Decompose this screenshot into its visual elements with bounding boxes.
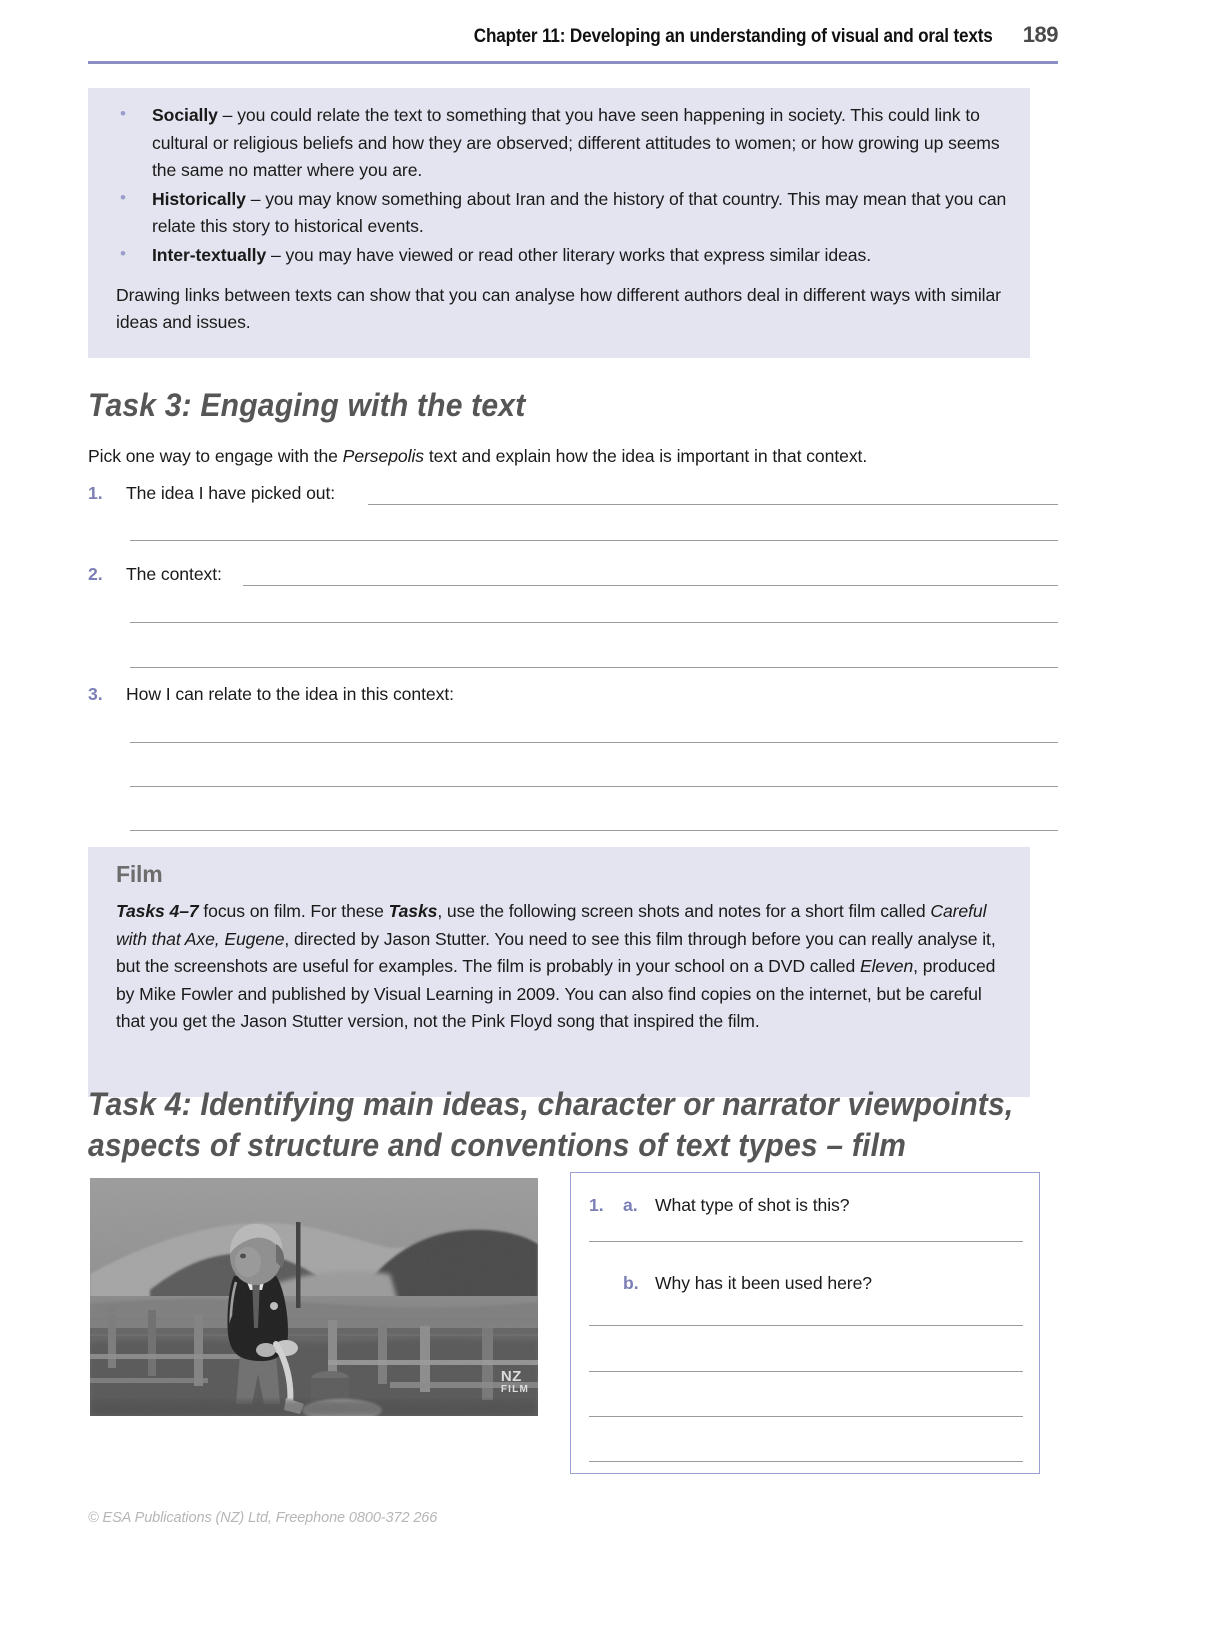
- film-seg4: , use the following screen shots and notes for a short film called: [437, 901, 931, 921]
- film-callout-box: [88, 847, 1030, 1097]
- task3-item-3-number: 3.: [88, 684, 103, 704]
- answer-line[interactable]: [589, 1371, 1023, 1372]
- answer-line[interactable]: [130, 622, 1058, 623]
- engagement-closing-paragraph: Drawing links between texts can show that you can analyse how different authors deal in different ways with similar ideas and issues.: [116, 284, 1001, 333]
- task4-heading-line1: Task 4: Identifying main ideas, character or narrator viewpoints,: [88, 1086, 1014, 1122]
- bullet-text: you may know something about Iran and the history of that country. This may mean that you can relate this story to historical events.: [152, 188, 1007, 237]
- page-number: 189: [1022, 22, 1058, 47]
- answer-line[interactable]: [243, 585, 1058, 586]
- task3-intro: [88, 443, 1048, 469]
- answer-line[interactable]: [368, 504, 1058, 505]
- film-still-image: [90, 1178, 538, 1416]
- task3-intro-part1: Pick one way to engage with the: [88, 446, 343, 466]
- nz-film-watermark-line2: FILM: [500, 1383, 529, 1395]
- header-divider: [88, 61, 1058, 64]
- film-title: Careful with that Axe, Eugene: [116, 901, 987, 949]
- bullet-text: you may have viewed or read other literary works that express similar ideas.: [285, 245, 872, 266]
- copyright-footer: © ESA Publications (NZ) Ltd, Freephone 0800-372 266: [88, 1510, 438, 1526]
- answer-line[interactable]: [130, 540, 1058, 541]
- task3-item-2-number: 2.: [88, 564, 103, 584]
- list-item: [102, 186, 1008, 241]
- nz-film-watermark: [501, 1370, 529, 1394]
- task3-intro-title: Persepolis: [342, 446, 425, 466]
- film-still-graphic: [90, 1178, 538, 1416]
- task3-item-1-number: 1.: [88, 483, 103, 503]
- task3-item-2-label: The context:: [126, 564, 222, 584]
- answer-box-question-a: What type of shot is this?: [655, 1195, 850, 1215]
- film-seg8: , produced by Mike Fowler and published by Visual Learning in 2009. You can also find copies on the internet, but be careful that you get the Jason Stutter version, not the Pink Floyd song that inspired the film.: [116, 956, 996, 1032]
- engagement-bullet-list: [102, 102, 1008, 270]
- answer-line[interactable]: [130, 742, 1058, 743]
- film-tasks-word: Tasks: [388, 901, 438, 921]
- task3-heading: Task 3: Engaging with the text: [88, 387, 526, 423]
- answer-line[interactable]: [130, 830, 1058, 831]
- nz-film-watermark-line1: NZ: [500, 1368, 522, 1386]
- page-header: [88, 22, 1058, 48]
- answer-box-question-b: Why has it been used here?: [655, 1273, 873, 1293]
- task3-intro-part2: text and explain how the idea is important in that context.: [424, 446, 868, 466]
- answer-box-letter-b: b.: [623, 1273, 639, 1293]
- film-seg2: focus on film. For these: [198, 901, 389, 921]
- answer-line[interactable]: [130, 667, 1058, 668]
- task4-heading-line2: aspects of structure and conventions of text types – film: [88, 1126, 907, 1163]
- dvd-title: Eleven: [859, 956, 914, 977]
- bullet-dash: –: [266, 245, 286, 266]
- list-item: [102, 102, 1008, 185]
- bullet-term: Historically: [152, 188, 246, 209]
- bullet-term: Inter-textually: [152, 245, 267, 266]
- task4-answer-box: [570, 1172, 1040, 1474]
- bullet-term: Socially: [152, 105, 218, 125]
- answer-line[interactable]: [589, 1325, 1023, 1326]
- bullet-dash: –: [217, 105, 238, 125]
- bullet-text: you could relate the text to something that you have seen happening in society. This could link to cultural or religious beliefs and how they are observed; different attitudes to women; or how growing up seems the same no matter where you are.: [152, 105, 1000, 181]
- answer-line[interactable]: [589, 1416, 1023, 1417]
- task4-heading: [88, 1084, 1037, 1166]
- answer-line[interactable]: [589, 1241, 1023, 1242]
- film-box-heading: Film: [116, 861, 163, 887]
- answer-box-letter-a: a.: [623, 1195, 638, 1215]
- engagement-callout-box: [88, 88, 1030, 358]
- answer-line[interactable]: [589, 1461, 1023, 1462]
- list-item: [102, 242, 1008, 270]
- chapter-title: Chapter 11: Developing an understanding of visual and oral texts: [473, 25, 993, 47]
- film-tasks-range: Tasks 4–7: [116, 901, 199, 921]
- film-box-paragraph: [116, 898, 1008, 1036]
- bullet-dash: –: [245, 188, 266, 209]
- task3-item-3-label: How I can relate to the idea in this context:: [126, 684, 454, 704]
- task3-item-1-label: The idea I have picked out:: [126, 483, 336, 503]
- answer-box-question-number: 1.: [589, 1195, 604, 1215]
- film-seg6: , directed by Jason Stutter. You need to see this film through before you can really analyse it, but the screenshots are useful for examples. The film is probably in your school on a DVD called: [116, 928, 996, 977]
- answer-line[interactable]: [130, 786, 1058, 787]
